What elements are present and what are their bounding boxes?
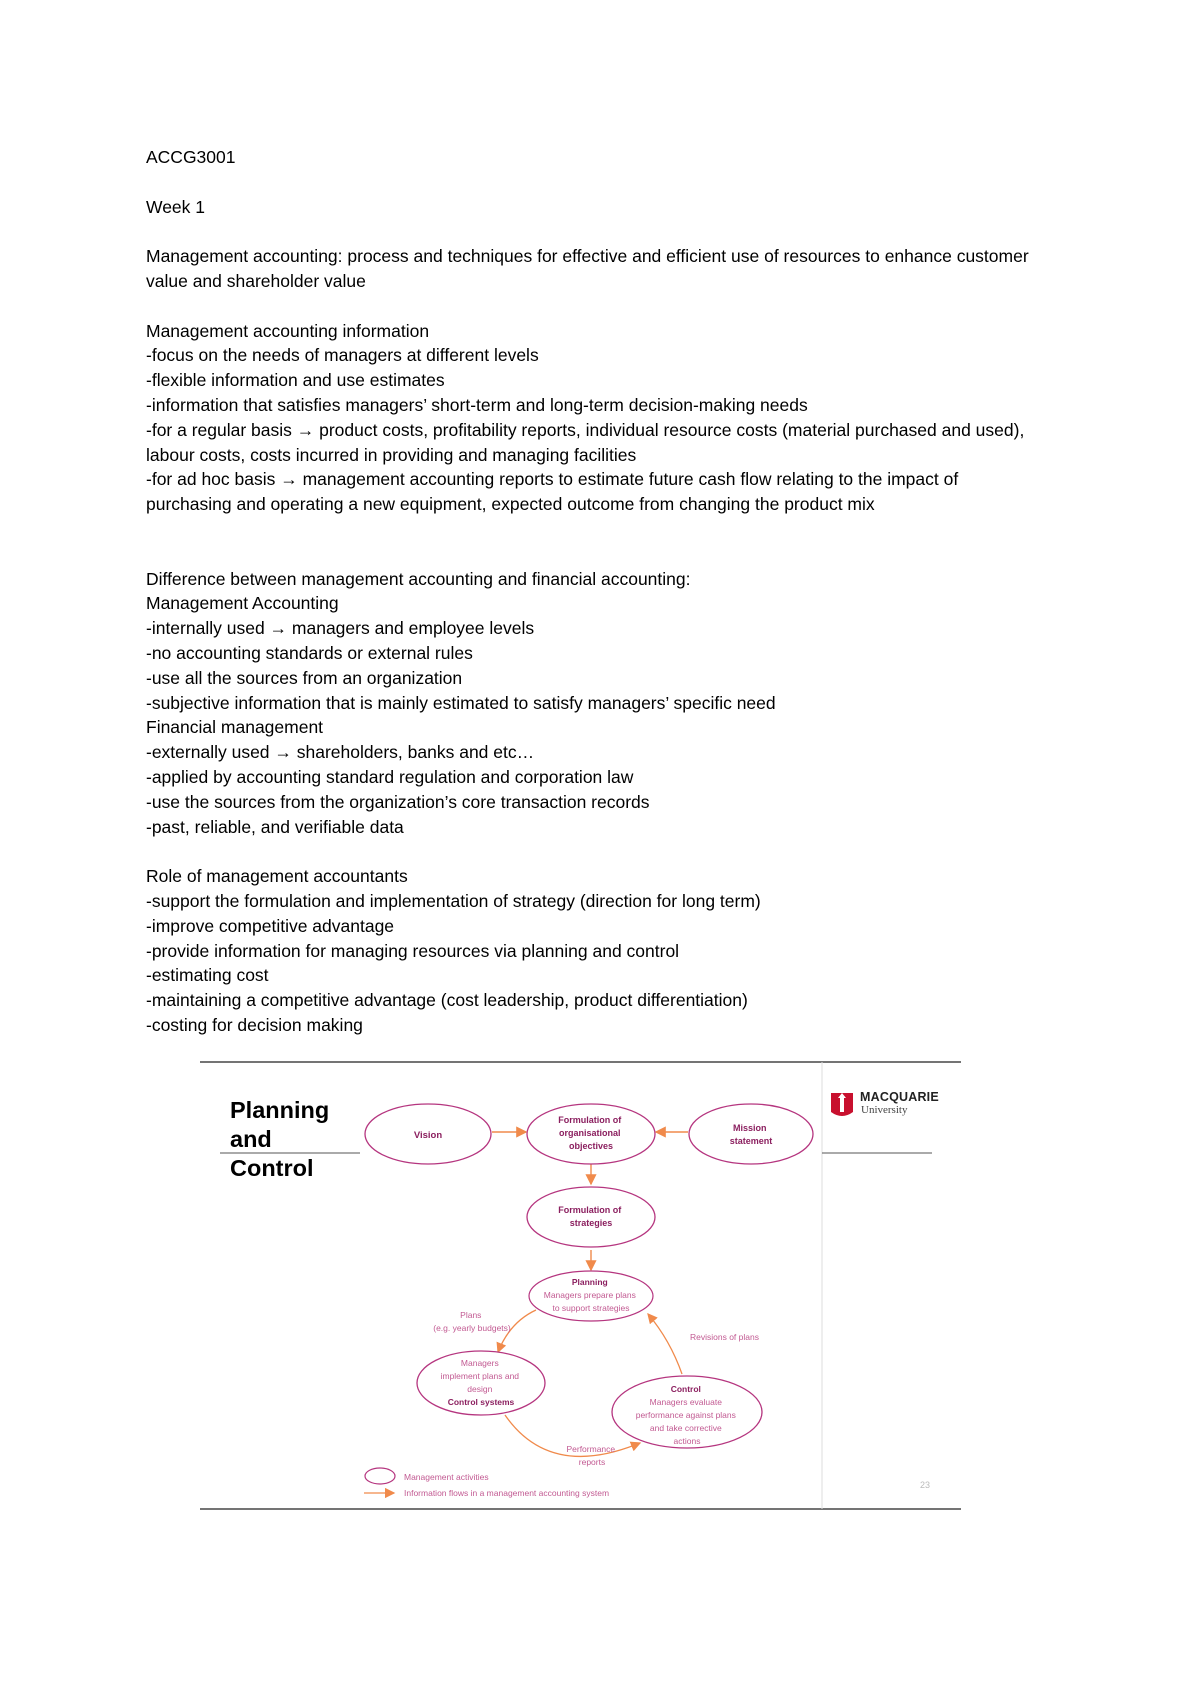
slide-page-number: 23: [920, 1480, 931, 1490]
macquarie-lighthouse-icon: [831, 1093, 853, 1116]
revisions-flow-label: Revisions of plans: [690, 1332, 759, 1342]
objectives-label: Formulation of organisational objectives: [558, 1115, 622, 1151]
role-item: -maintaining a competitive advantage (cost leadership, product differentiation): [146, 990, 748, 1011]
info-item: -focus on the needs of managers at different levels: [146, 345, 539, 366]
fm-heading: Financial management: [146, 717, 324, 738]
role-item: -provide information for managing resources via planning and control: [146, 940, 680, 961]
ma-item: -no accounting standards or external rules: [146, 642, 473, 663]
legend-ellipse: [365, 1468, 395, 1484]
legend-activities: Management activities: [404, 1472, 489, 1482]
ma-heading: Management Accounting: [146, 593, 339, 614]
strategies-label: Formulation of strategies: [558, 1205, 622, 1228]
slide-title: [230, 1096, 350, 1183]
info-heading: Management accounting information: [146, 320, 430, 341]
planning-label: Planning Managers prepare plans to support strategies: [543, 1277, 636, 1313]
slide-title-line: and: [230, 1126, 272, 1152]
info-item: -for a regular basis → product costs, profitability reports, individual resource costs (material purchased and used), labour costs, costs incurred in providing and managing facilities: [146, 419, 1025, 465]
logo-name: MACQUARIE: [860, 1090, 939, 1104]
info-item: -for ad hoc basis → management accounting reports to estimate future cash flow relating to the impact of purchasing and operating a new equipment, expected outcome from changing the product mix: [146, 469, 959, 515]
document-body: [146, 145, 1046, 1038]
info-item: -information that satisfies managers’ short-term and long-term decision-making needs: [146, 394, 808, 415]
mission-ellipse: [689, 1104, 813, 1164]
fm-item: -externally used → shareholders, banks and etc…: [146, 742, 535, 763]
mission-label: Mission statement: [729, 1123, 773, 1146]
plans-flow-label: Plans (e.g. yearly budgets): [433, 1310, 511, 1333]
fm-item: -use the sources from the organization’s core transaction records: [146, 791, 650, 812]
info-item: -flexible information and use estimates: [146, 370, 445, 391]
planning-control-slide: [200, 1060, 961, 1511]
role-item: -costing for decision making: [146, 1014, 363, 1035]
slide-title-line: Control: [230, 1155, 314, 1181]
ma-item: -use all the sources from an organization: [146, 667, 463, 688]
control-label: Control Managers evaluate performance against plans and take corrective actions: [635, 1384, 736, 1446]
definition: Management accounting: process and techniques for effective and efficient use of resources to enhance customer value and shareholder value: [146, 246, 1029, 291]
ma-item: -internally used → managers and employee levels: [146, 618, 535, 639]
performance-flow-label: Performance reports: [566, 1444, 616, 1467]
vision-label: Vision: [413, 1130, 443, 1141]
diff-heading: Difference between management accounting and financial accounting:: [146, 568, 691, 589]
fm-item: -applied by accounting standard regulation and corporation law: [146, 766, 634, 787]
week-heading: Week 1: [146, 196, 206, 217]
course-code: ACCG3001: [146, 147, 236, 167]
arrow-control-planning: [648, 1314, 682, 1374]
logo-subtitle: University: [861, 1104, 908, 1116]
role-heading: Role of management accountants: [146, 866, 408, 887]
implement-label: Managers implement plans and design Control systems: [440, 1358, 520, 1407]
strategies-ellipse: [527, 1187, 655, 1247]
slide-title-line: Planning: [230, 1097, 330, 1123]
role-item: -estimating cost: [146, 965, 269, 986]
role-item: -support the formulation and implementation of strategy (direction for long term): [146, 890, 761, 911]
role-item: -improve competitive advantage: [146, 915, 395, 936]
fm-item: -past, reliable, and verifiable data: [146, 816, 404, 837]
ma-item: -subjective information that is mainly estimated to satisfy managers’ specific need: [146, 692, 776, 713]
legend-flows: Information flows in a management accounting system: [404, 1488, 610, 1498]
